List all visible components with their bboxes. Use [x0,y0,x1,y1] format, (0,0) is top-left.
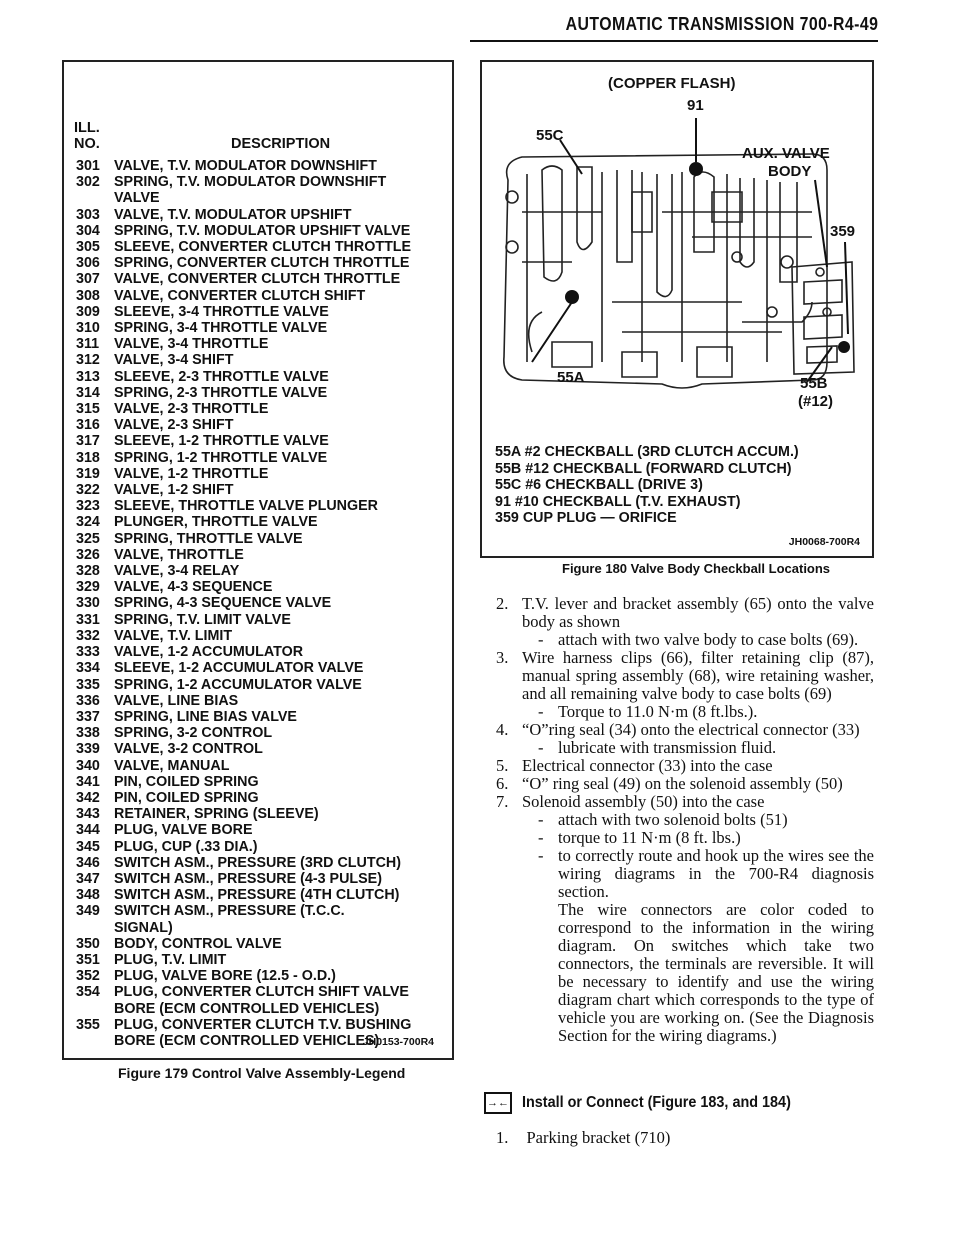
legend-item [76,984,444,1000]
legend-item-number: 310 [76,320,100,337]
legend-item [76,288,444,304]
legend-item-number: 343 [76,806,100,823]
legend-item [76,223,444,239]
step-7-paragraph: The wire connectors are color coded to correspond to the information in the wiring diagram. On switches which take two connectors, the terminals are reversible. It will be necessary to identify and use the wiring diagram chart which corresponds to the type of vehicle you are working on. (See the Diagnosis Section for the wiring diagrams.) [558,900,874,1045]
step-4-sub [482,739,874,757]
legend-item-text: PIN, COILED SPRING [114,789,259,806]
legend-item-number: 350 [76,935,100,952]
legend-col1-header [74,120,100,152]
legend-item-text: VALVE, T.V. MODULATOR UPSHIFT [114,206,352,223]
legend-item [76,758,444,774]
checkball-callout-list [495,444,799,527]
step-text: “O” ring seal (49) on the solenoid assembly (50) [522,774,843,793]
legend-item-text: BODY, CONTROL VALVE [114,935,282,952]
legend-item [76,644,444,660]
step-text: Electrical connector (33) into the case [522,756,773,775]
legend-item-text: VALVE, 1-2 THROTTLE [114,465,269,482]
legend-item [76,547,444,563]
legend-item [76,936,444,952]
legend-item-text: SLEEVE, 1-2 THROTTLE VALVE [114,433,329,450]
checkball-55a [565,290,579,304]
legend-item [76,903,444,919]
legend-item-number: 324 [76,514,100,531]
legend-item-number: 315 [76,401,100,418]
figure-180-box [480,60,874,558]
step-number: 7. [496,792,509,811]
sub-text: Torque to 11.0 N·m (8 ft.lbs.). [558,702,758,721]
legend-item-number: 309 [76,303,100,320]
step-text: Solenoid assembly (50) into the case [522,792,765,811]
legend-item-text: VALVE, 2-3 THROTTLE [114,401,269,418]
legend-item-text: VALVE, CONVERTER CLUTCH THROTTLE [114,271,401,288]
legend-item [76,466,444,482]
legend-item-text: VALVE, 2-3 SHIFT [114,417,234,434]
legend-item-number: 301 [76,158,100,174]
bullet-dash: - [538,810,544,829]
section-title: Install or Connect (Figure 183, and 184) [522,1094,791,1111]
bullet-dash: - [538,738,544,757]
legend-item-number: 330 [76,595,100,612]
legend-item-text: SIGNAL) [114,919,173,936]
legend-item [76,952,444,968]
legend-item-number: 302 [76,174,100,191]
legend-item-text: PLUG, VALVE BORE (12.5 - O.D.) [114,968,336,985]
step-3-sub [482,703,874,721]
label-12: (#12) [798,393,834,410]
legend-item-number: 342 [76,789,100,806]
checkball-359 [838,341,850,353]
legend-item [76,725,444,741]
figure-179-caption: Figure 179 Control Valve Assembly-Legend [118,1065,406,1081]
legend-item-number: 317 [76,433,100,450]
legend-item-text: SPRING, 2-3 THROTTLE VALVE [114,384,328,401]
legend-item [76,612,444,628]
legend-item [76,693,444,709]
legend-item [76,320,444,336]
legend-item [76,968,444,984]
legend-item-text: SWITCH ASM., PRESSURE (T.C.C. [114,903,345,920]
legend-item-text: PLUG, CONVERTER CLUTCH SHIFT VALVE [114,984,409,1001]
legend-item [76,255,444,271]
legend-item-text: RETAINER, SPRING (SLEEVE) [114,806,319,823]
install-connect-icon: →← [484,1092,512,1114]
legend-item-number: 304 [76,222,100,239]
legend-item-number: 347 [76,870,100,887]
label-359: 359 [830,223,856,240]
legend-item-number: 341 [76,773,100,790]
legend-item-text: VALVE, 3-4 RELAY [114,563,240,580]
legend-item-number: 355 [76,1016,100,1033]
legend-item-number: 319 [76,465,100,482]
legend-item-number: 345 [76,838,100,855]
sub-text: torque to 11 N·m (8 ft. lbs.) [558,828,741,847]
legend-item [76,531,444,547]
legend-item [76,790,444,806]
step-text: Wire harness clips (66), filter retaining clip (87), manual spring assembly (68), wire retaining washer, and all remaining valve body to case bolts (69) [522,648,874,703]
sub-text: to correctly route and hook up the wires see the wiring diagrams in the 700-R4 diagnosis section. [558,846,874,901]
legend-item-number: 335 [76,676,100,693]
legend-item-number: 334 [76,660,100,677]
label-91: 91 [687,97,704,114]
legend-item-text: SLEEVE, 3-4 THROTTLE VALVE [114,303,329,320]
bullet-dash: - [538,828,544,847]
legend-item [76,709,444,725]
legend-item-text: VALVE, T.V. LIMIT [114,627,233,644]
legend-item-number: 303 [76,206,100,223]
legend-item-number: 331 [76,611,100,628]
legend-item-number: 322 [76,482,100,499]
legend-item [76,774,444,790]
legend-item [76,369,444,385]
legend-item [76,450,444,466]
legend-item-text: PLUG, CUP (.33 DIA.) [114,838,258,855]
legend-item-number: 339 [76,741,100,758]
step-7-sub-1 [482,811,874,829]
checkball-callout: 91 #10 CHECKBALL (T.V. EXHAUST) [495,493,741,510]
legend-item-text: PLUNGER, THROTTLE VALVE [114,514,318,531]
legend-box [62,60,454,1060]
step-text: T.V. lever and bracket assembly (65) onto the valve body as shown [522,594,874,631]
legend-item-number: 307 [76,271,100,288]
legend-item-text: SPRING, T.V. MODULATOR DOWNSHIFT [114,174,387,191]
legend-item-text: SPRING, 4-3 SEQUENCE VALVE [114,595,332,612]
legend-item [76,498,444,514]
legend-item-text: VALVE, 3-4 THROTTLE [114,336,269,353]
legend-item [76,677,444,693]
legend-item-number: 349 [76,903,100,920]
legend-item-number: 329 [76,579,100,596]
legend-col1-header-line2: NO. [74,136,100,152]
legend-item-text: SLEEVE, CONVERTER CLUTCH THROTTLE [114,239,412,256]
label-55b: 55B [800,375,828,392]
legend-item [76,920,444,936]
header-rule [470,40,878,42]
legend-code: JH0153-700R4 [362,1036,434,1048]
legend-item [76,385,444,401]
legend-item [76,839,444,855]
legend-item-text: PLUG, CONVERTER CLUTCH T.V. BUSHING [114,1016,412,1033]
instruction-steps [482,595,874,1045]
legend-item-number: 312 [76,352,100,369]
legend-item-number: 348 [76,887,100,904]
checkball-callout: 55C #6 CHECKBALL (DRIVE 3) [495,477,703,493]
legend-item-text: SPRING, T.V. LIMIT VALVE [114,611,291,628]
legend-item-text: SLEEVE, 1-2 ACCUMULATOR VALVE [114,660,364,677]
legend-item-text: VALVE, CONVERTER CLUTCH SHIFT [114,287,366,304]
legend-item-text: VALVE, T.V. MODULATOR DOWNSHIFT [114,158,377,174]
legend-item-text: BORE (ECM CONTROLLED VEHICLES) [114,1032,380,1049]
legend-item-text: VALVE, 1-2 SHIFT [114,482,234,499]
checkball-callout: 55A #2 CHECKBALL (3RD CLUTCH ACCUM.) [495,444,799,460]
legend-item [76,158,444,174]
legend-item-text: SPRING, THROTTLE VALVE [114,530,303,547]
legend-item-number: 323 [76,498,100,515]
legend-item-text: VALVE [114,190,160,207]
figure-180-code: JH0068-700R4 [788,536,860,548]
legend-item-text: SPRING, 3-2 CONTROL [114,725,273,742]
checkball-callout: 55B #12 CHECKBALL (FORWARD CLUTCH) [495,460,792,477]
legend-item [76,1017,444,1033]
step-number: 6. [496,774,509,793]
legend-item-text: SWITCH ASM., PRESSURE (4-3 PULSE) [114,870,382,887]
legend-item-text: SPRING, T.V. MODULATOR UPSHIFT VALVE [114,222,411,239]
step-2 [482,595,874,631]
step-5 [482,757,874,775]
step-text: Parking bracket (710) [526,1128,671,1147]
legend-item-number: 332 [76,627,100,644]
legend-item [76,514,444,530]
legend-item-number: 336 [76,692,100,709]
sub-text: attach with two valve body to case bolts (69). [558,630,859,649]
figure-180-caption: Figure 180 Valve Body Checkball Locations [562,561,831,576]
legend-item-number: 305 [76,239,100,256]
legend-item [76,855,444,871]
step-4 [482,721,874,739]
bullet-dash: - [538,702,544,721]
legend-item-text: SWITCH ASM., PRESSURE (4TH CLUTCH) [114,887,400,904]
legend-item-text: BORE (ECM CONTROLLED VEHICLES) [114,1000,380,1017]
legend-item-text: VALVE, LINE BIAS [114,692,239,709]
legend-item [76,304,444,320]
step-number: 3. [496,648,509,667]
legend-item-number: 326 [76,546,100,563]
legend-item-number: 344 [76,822,100,839]
step-6 [482,775,874,793]
step-7 [482,793,874,811]
legend-item-text: SLEEVE, THROTTLE VALVE PLUNGER [114,498,378,515]
legend-item-number: 316 [76,417,100,434]
legend-item-number: 308 [76,287,100,304]
legend-item [76,563,444,579]
step-number: 2. [496,594,509,613]
label-copper-flash: (COPPER FLASH) [608,75,736,92]
legend-item [76,822,444,838]
step-number: 1. [496,1128,509,1147]
legend-item [76,628,444,644]
legend-item [76,741,444,757]
legend-list [76,158,444,1049]
legend-item-number: 346 [76,854,100,871]
bullet-dash: - [538,846,544,865]
legend-item-number: 325 [76,530,100,547]
legend-item [76,401,444,417]
legend-item-number: 306 [76,255,100,272]
legend-item [76,336,444,352]
label-55c: 55C [536,127,564,144]
legend-item [76,174,444,190]
legend-item-number: 351 [76,951,100,968]
legend-item-text: PIN, COILED SPRING [114,773,259,790]
checkball-markers [565,162,850,353]
legend-item [76,190,444,206]
legend-item-text: SPRING, 3-4 THROTTLE VALVE [114,320,328,337]
legend-item-number: 311 [76,336,100,353]
step-2-sub [482,631,874,649]
legend-item [76,271,444,287]
legend-item-text: SPRING, LINE BIAS VALVE [114,708,297,725]
sub-text: lubricate with transmission fluid. [558,738,777,757]
legend-item-text: VALVE, 1-2 ACCUMULATOR [114,644,304,661]
label-aux-body: BODY [768,163,812,180]
bullet-dash: - [538,630,544,649]
legend-item-text: PLUG, VALVE BORE [114,822,253,839]
legend-item [76,579,444,595]
legend-item [76,660,444,676]
legend-item-number: 352 [76,968,100,985]
legend-item [76,482,444,498]
legend-item [76,417,444,433]
legend-item-text: SLEEVE, 2-3 THROTTLE VALVE [114,368,329,385]
legend-item-number: 337 [76,708,100,725]
valve-body-illustration [482,62,872,442]
legend-item [76,433,444,449]
legend-item [76,1001,444,1017]
legend-item-text: VALVE, THROTTLE [114,546,244,563]
legend-item [76,595,444,611]
legend-item-text: SWITCH ASM., PRESSURE (3RD CLUTCH) [114,854,401,871]
legend-item-text: VALVE, 3-2 CONTROL [114,741,263,758]
step-number: 4. [496,720,509,739]
legend-item [76,239,444,255]
legend-item [76,887,444,903]
step-7-sub-3 [482,847,874,901]
checkball-91 [689,162,703,176]
legend-item-number: 333 [76,644,100,661]
label-aux-valve: AUX. VALVE [742,145,830,162]
legend-item-text: SPRING, CONVERTER CLUTCH THROTTLE [114,255,410,272]
legend-item-text: SPRING, 1-2 ACCUMULATOR VALVE [114,676,362,693]
legend-item-number: 338 [76,725,100,742]
legend-item [76,352,444,368]
legend-item-number: 340 [76,757,100,774]
step-text: “O”ring seal (34) onto the electrical connector (33) [522,720,860,739]
legend-item-text: VALVE, 4-3 SEQUENCE [114,579,273,596]
legend-item-number: 314 [76,384,100,401]
step-3 [482,649,874,703]
legend-description-header: DESCRIPTION [231,136,331,152]
sub-text: attach with two solenoid bolts (51) [558,810,788,829]
legend-item-number: 318 [76,449,100,466]
legend-item-number: 328 [76,563,100,580]
step-number: 5. [496,756,509,775]
install-step-1 [496,1128,670,1148]
legend-item-number: 354 [76,984,100,1001]
legend-item-text: VALVE, MANUAL [114,757,230,774]
legend-col1-header-line1: ILL. [74,120,100,136]
checkball-callout: 359 CUP PLUG — ORIFICE [495,510,677,526]
legend-item-text: PLUG, T.V. LIMIT [114,951,227,968]
legend-item-text: SPRING, 1-2 THROTTLE VALVE [114,449,328,466]
legend-item-number: 313 [76,368,100,385]
legend-item [76,871,444,887]
page-header-title: AUTOMATIC TRANSMISSION 700-R4-49 [565,14,878,34]
legend-item [76,806,444,822]
legend-item [76,207,444,223]
step-7-sub-2 [482,829,874,847]
legend-item-text: VALVE, 3-4 SHIFT [114,352,234,369]
install-connect-heading [484,1092,821,1114]
label-55a: 55A [557,369,585,386]
